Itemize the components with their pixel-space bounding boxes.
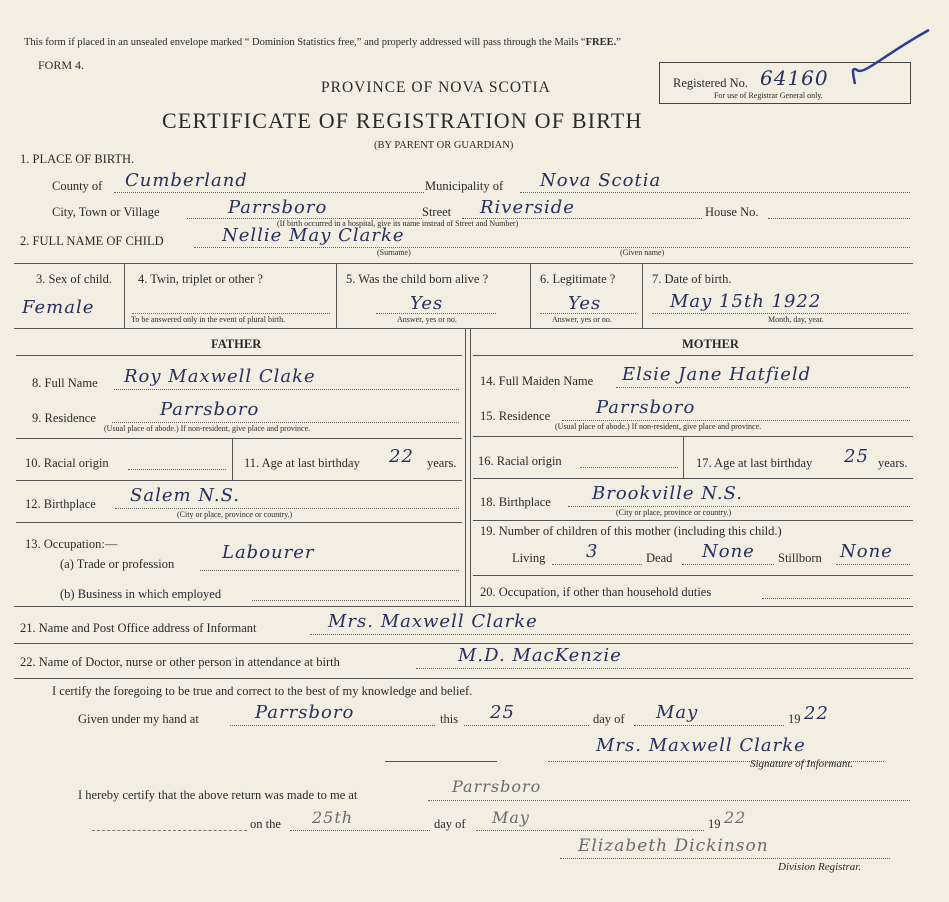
father-racial-label: 10. Racial origin <box>25 456 109 470</box>
postal-notice-text: This form if placed in an unsealed envelope marked “ Dominion Statistics free,” and properly addressed will pass through the Mails “ <box>24 37 586 48</box>
mother-residence-note: (Usual place of abode.) If non-resident, give place and province. <box>555 422 762 431</box>
child-name-value: Nellie May Clarke <box>222 225 405 246</box>
registrar-signature-label: Division Registrar. <box>778 861 862 873</box>
legitimate-value: Yes <box>568 293 602 314</box>
father-name-value: Roy Maxwell Clake <box>124 366 316 387</box>
father-name-label: 8. Full Name <box>32 376 98 390</box>
mother-name-value: Elsie Jane Hatfield <box>622 364 812 385</box>
mother-residence-value: Parrsboro <box>596 397 696 418</box>
mother-age-label: 17. Age at last birthday <box>696 456 813 470</box>
city-value: Parrsboro <box>228 197 328 218</box>
mother-heading: MOTHER <box>682 337 739 351</box>
certificate-title: CERTIFICATE OF REGISTRATION OF BIRTH <box>162 108 643 133</box>
father-birthplace-label: 12. Birthplace <box>25 497 96 511</box>
father-residence-label: 9. Residence <box>32 411 96 425</box>
hospital-note: (If birth occurred in a hospital, give its name instead of Street and Number) <box>277 219 519 228</box>
father-residence-value: Parrsboro <box>160 399 260 420</box>
twin-note: To be answered only in the event of plural birth. <box>131 315 286 324</box>
registration-number: 64160 <box>760 66 829 90</box>
living-value: 3 <box>586 541 599 562</box>
registrar-year-suffix: 22 <box>724 808 747 827</box>
registrar-place: Parrsboro <box>452 777 542 796</box>
mother-name-label: 14. Full Maiden Name <box>480 374 594 388</box>
dead-label: Dead <box>646 551 673 565</box>
registration-label: Registered No. <box>673 76 748 90</box>
county-value: Cumberland <box>125 170 248 191</box>
municipality-label: Municipality of <box>425 179 504 193</box>
mother-residence-label: 15. Residence <box>480 409 551 423</box>
registrar-statement: I hereby certify that the above return was made to me at <box>78 788 358 802</box>
city-label: City, Town or Village <box>52 205 160 219</box>
form-number: FORM 4. <box>38 58 85 72</box>
dead-value: None <box>702 541 755 562</box>
father-age-unit: years. <box>427 456 457 470</box>
registrar-signature: Elizabeth Dickinson <box>578 836 769 856</box>
county-label: County of <box>52 179 103 193</box>
street-label: Street <box>422 205 452 219</box>
twin-label: 4. Twin, triplet or other ? <box>138 272 263 286</box>
certification-day: 25 <box>490 702 515 723</box>
postal-notice-end: ” <box>616 37 621 48</box>
father-trade-value: Labourer <box>222 542 315 563</box>
stillborn-value: None <box>840 541 893 562</box>
legitimate-note: Answer, yes or no. <box>552 315 612 324</box>
mother-birthplace-value: Brookville N.S. <box>592 483 743 504</box>
stillborn-label: Stillborn <box>778 551 822 565</box>
registrar-month: May <box>492 808 530 827</box>
certification-month: May <box>656 702 699 723</box>
doctor-label: 22. Name of Doctor, nurse or other person in attendance at birth <box>20 655 340 669</box>
given-under-label: Given under my hand at <box>78 712 199 726</box>
certification-year-prefix: 19 <box>788 712 801 726</box>
child-name-label: 2. FULL NAME OF CHILD <box>20 234 164 248</box>
postal-notice <box>24 37 621 48</box>
registrar-day-of-label: day of <box>434 817 466 831</box>
father-heading: FATHER <box>211 337 262 351</box>
sex-label: 3. Sex of child. <box>36 272 113 286</box>
informant-label: 21. Name and Post Office address of Informant <box>20 621 257 635</box>
this-label: this <box>440 712 459 726</box>
place-of-birth-heading: 1. PLACE OF BIRTH. <box>20 152 135 166</box>
registrar-year-prefix: 19 <box>708 817 721 831</box>
certification-year-suffix: 22 <box>804 703 829 724</box>
father-trade-label: (a) Trade or profession <box>60 557 175 571</box>
check-mark-icon <box>845 26 935 92</box>
certification-day-of-label: day of <box>593 712 625 726</box>
father-age-label: 11. Age at last birthday <box>244 456 360 470</box>
alive-label: 5. Was the child born alive ? <box>346 272 489 286</box>
mother-birthplace-note: (City or place, province or country.) <box>616 508 732 517</box>
given-name-note: (Given name) <box>620 248 665 257</box>
informant-signature: Mrs. Maxwell Clarke <box>596 735 806 756</box>
certification-statement: I certify the foregoing to be true and correct to the best of my knowledge and belief. <box>52 684 473 698</box>
alive-value: Yes <box>410 293 444 314</box>
registrar-day: 25th <box>312 808 354 827</box>
alive-note: Answer, yes or no. <box>397 315 457 324</box>
date-of-birth-label: 7. Date of birth. <box>652 272 732 286</box>
mother-racial-label: 16. Racial origin <box>478 454 562 468</box>
informant-value: Mrs. Maxwell Clarke <box>328 611 538 632</box>
province-title: PROVINCE OF NOVA SCOTIA <box>321 79 551 96</box>
mother-age-value: 25 <box>844 446 869 467</box>
street-value: Riverside <box>480 197 575 218</box>
registration-note: For use of Registrar General only. <box>714 91 823 100</box>
postal-notice-free: FREE. <box>585 37 617 48</box>
doctor-value: M.D. MacKenzie <box>458 645 622 666</box>
father-business-label: (b) Business in which employed <box>60 587 222 601</box>
date-of-birth-value: May 15th 1922 <box>670 291 822 312</box>
legitimate-label: 6. Legitimate ? <box>540 272 616 286</box>
certification-place: Parrsboro <box>255 702 355 723</box>
registrar-on-label: on the <box>250 817 281 831</box>
children-count-label: 19. Number of children of this mother (including this child.) <box>480 524 782 538</box>
father-age-value: 22 <box>389 446 414 467</box>
surname-note: (Surname) <box>377 248 411 257</box>
father-birthplace-note: (City or place, province or country.) <box>177 510 293 519</box>
living-label: Living <box>512 551 546 565</box>
father-residence-note: (Usual place of abode.) If non-resident, give place and province. <box>104 424 311 433</box>
sex-value: Female <box>22 297 95 318</box>
father-occupation-label: 13. Occupation:— <box>25 537 118 551</box>
informant-signature-label: Signature of Informant. <box>750 758 854 770</box>
house-label: House No. <box>705 205 759 219</box>
father-birthplace-value: Salem N.S. <box>130 485 240 506</box>
mother-occupation-label: 20. Occupation, if other than household duties <box>480 585 712 599</box>
mother-age-unit: years. <box>878 456 908 470</box>
municipality-value: Nova Scotia <box>540 170 662 191</box>
mother-birthplace-label: 18. Birthplace <box>480 495 551 509</box>
certificate-subtitle: (BY PARENT OR GUARDIAN) <box>374 140 514 151</box>
date-of-birth-note: Month, day, year. <box>768 315 824 324</box>
